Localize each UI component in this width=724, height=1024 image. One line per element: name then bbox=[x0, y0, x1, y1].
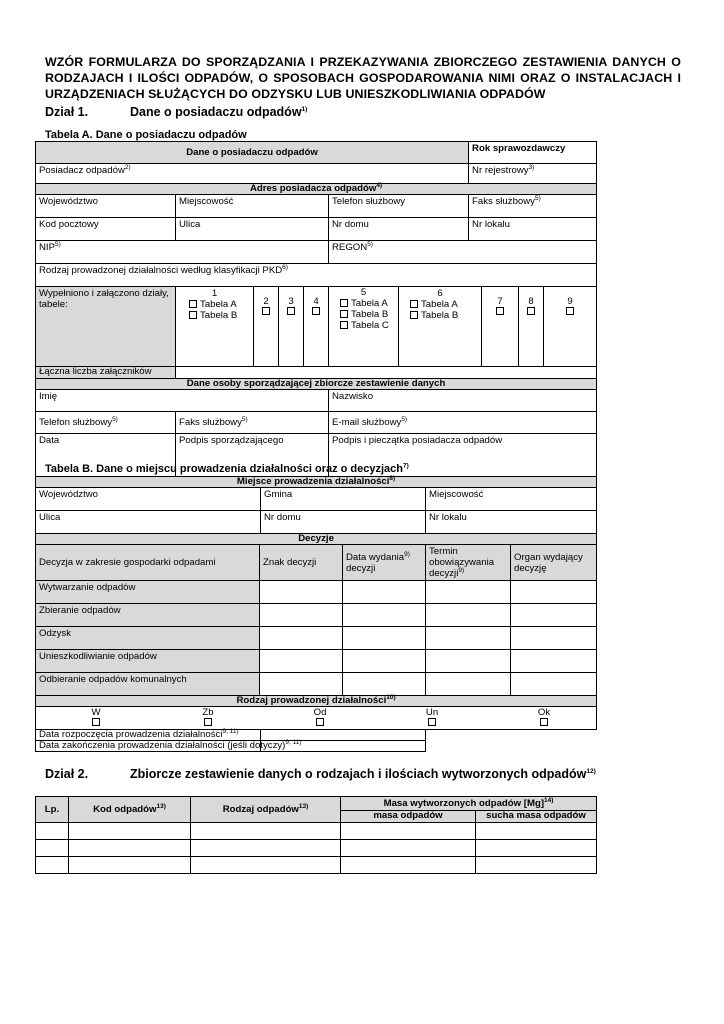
table-row bbox=[36, 823, 597, 840]
col-decyzja bbox=[36, 545, 260, 581]
rok-label: Rok sprawozdawczy bbox=[472, 143, 566, 154]
b-ulica-field[interactable] bbox=[36, 511, 261, 534]
organ-cell[interactable] bbox=[511, 581, 597, 604]
b-nr-lokalu-field[interactable] bbox=[426, 511, 597, 534]
faks-sup: 5) bbox=[534, 194, 541, 202]
dzial-2-option bbox=[254, 287, 279, 367]
option-ok-label: Ok bbox=[537, 707, 551, 718]
col-lp: Lp. bbox=[36, 797, 69, 823]
checkbox-ok[interactable] bbox=[540, 718, 548, 726]
nr-domu-field[interactable] bbox=[329, 218, 469, 241]
organ-cell[interactable] bbox=[511, 673, 597, 696]
blank bbox=[426, 741, 597, 752]
checkbox-zb[interactable] bbox=[204, 718, 212, 726]
checkbox-5-tabela-c[interactable] bbox=[340, 321, 348, 329]
nr-domu-label: Nr domu bbox=[332, 219, 369, 230]
dzial2-num: Dział 2. bbox=[45, 767, 89, 781]
telefon-label: Telefon służbowy bbox=[332, 196, 406, 207]
nazwisko-label: Nazwisko bbox=[332, 391, 374, 402]
miejsce-header bbox=[36, 474, 597, 488]
telefon2-sup: 5) bbox=[112, 415, 118, 423]
rodzaj-header-label: Rodzaj prowadzonej działalności bbox=[236, 695, 387, 706]
dzial-7-option bbox=[482, 287, 519, 367]
dzial2-title: Zbiorcze zestawienie danych o rodzajach i ilościach wytworzonych odpadów bbox=[130, 767, 587, 781]
dzial-6-tabela-b-label: Tabela B bbox=[421, 310, 459, 321]
dzial-5-tabela-a-label: Tabela A bbox=[351, 298, 388, 309]
checkbox-od[interactable] bbox=[316, 718, 324, 726]
b-wojewodztwo-label: Województwo bbox=[39, 489, 99, 500]
nr-lokalu-label: Nr lokalu bbox=[472, 219, 510, 230]
osoba-header: Dane osoby sporządzającej zbiorcze zestawienie danych bbox=[36, 379, 597, 390]
znak-cell[interactable] bbox=[260, 650, 343, 673]
miejsce-sup: 8) bbox=[389, 474, 396, 482]
table-row bbox=[36, 673, 597, 696]
dzial-8-option bbox=[519, 287, 544, 367]
posiadacz-sup: 2) bbox=[124, 163, 131, 171]
termin-cell[interactable] bbox=[426, 627, 511, 650]
col-organ-label: Organ wydający decyzję bbox=[514, 551, 583, 574]
data-zak-label: Data zakończenia prowadzenia działalności (jeśli dotyczy) bbox=[39, 740, 286, 751]
dzial1-title: Dane o posiadaczu odpadów bbox=[130, 105, 302, 119]
dzial-5-tabela-c-label: Tabela C bbox=[351, 320, 389, 331]
option-un bbox=[422, 707, 442, 729]
masa-cell[interactable] bbox=[341, 840, 476, 857]
wypelniono-label-cell bbox=[36, 287, 176, 367]
rodzaj-header bbox=[36, 693, 597, 707]
col-rodzaj-label: Rodzaj odpadów bbox=[222, 804, 299, 815]
pkd-label: Rodzaj prowadzonej działalności według klasyfikacji PKD bbox=[39, 265, 283, 276]
checkbox-5-tabela-a[interactable] bbox=[340, 299, 348, 307]
table-row bbox=[36, 857, 597, 874]
col-rodzaj bbox=[191, 797, 341, 823]
col-masa-odpadow: masa odpadów bbox=[341, 811, 476, 823]
table-row bbox=[36, 604, 597, 627]
ulica-field[interactable] bbox=[176, 218, 329, 241]
option-un-label: Un bbox=[425, 707, 439, 718]
imie-field[interactable] bbox=[36, 390, 329, 412]
tabA-heading: Tabela A. Dane o posiadaczu odpadów bbox=[45, 129, 247, 141]
dzial-1-tabela-a-label: Tabela A bbox=[200, 299, 237, 310]
col-data2-label: decyzji bbox=[346, 562, 376, 574]
rodzaj-cell[interactable] bbox=[191, 857, 341, 874]
col-kod-sup: 13) bbox=[156, 802, 166, 810]
dzial-1-tabela-b-label: Tabela B bbox=[200, 310, 238, 321]
option-w-label: W bbox=[91, 707, 101, 718]
col-organ bbox=[511, 545, 597, 581]
wojewodztwo-field[interactable] bbox=[36, 195, 176, 218]
nr-lokalu-field[interactable] bbox=[469, 218, 597, 241]
kod-cell[interactable] bbox=[69, 857, 191, 874]
col-znak bbox=[260, 545, 343, 581]
table-b bbox=[35, 476, 597, 752]
faks2-field[interactable] bbox=[176, 412, 329, 434]
checkbox-dzial-7[interactable] bbox=[496, 307, 504, 315]
lp-cell[interactable] bbox=[36, 857, 69, 874]
telefon2-field[interactable] bbox=[36, 412, 176, 434]
nip-field[interactable] bbox=[36, 241, 329, 264]
adres-sup: 4) bbox=[376, 181, 383, 189]
dzial-1-option bbox=[176, 287, 254, 367]
dzial2-sup: 12) bbox=[586, 767, 596, 775]
col-kod bbox=[69, 797, 191, 823]
kod-pocztowy-field[interactable] bbox=[36, 218, 176, 241]
masa-cell[interactable] bbox=[341, 857, 476, 874]
checkbox-un[interactable] bbox=[428, 718, 436, 726]
dzial-6-label: 6 bbox=[437, 288, 443, 299]
termin-cell[interactable] bbox=[426, 604, 511, 627]
table-row bbox=[36, 650, 597, 673]
col-data-label: Data wydania bbox=[346, 551, 405, 563]
table-a bbox=[35, 141, 597, 481]
checkbox-5-tabela-b[interactable] bbox=[340, 310, 348, 318]
rodzaje-options bbox=[36, 707, 597, 730]
email-label: E-mail służbowy bbox=[332, 417, 402, 428]
regon-sup: 5) bbox=[367, 240, 373, 248]
dzial-6-tabela-a-label: Tabela A bbox=[421, 299, 458, 310]
checkbox-dzial-3[interactable] bbox=[287, 307, 295, 315]
lp-cell[interactable] bbox=[36, 840, 69, 857]
miejscowosc-label: Miejscowość bbox=[179, 196, 234, 207]
termin-cell[interactable] bbox=[426, 650, 511, 673]
dzial-6-option bbox=[399, 287, 482, 367]
miejscowosc-field[interactable] bbox=[176, 195, 329, 218]
row-label: Odbieranie odpadów komunalnych bbox=[36, 673, 260, 696]
b-gmina-field[interactable] bbox=[261, 488, 426, 511]
faks2-label: Faks służbowy bbox=[179, 417, 242, 428]
dzial1-heading bbox=[45, 105, 308, 119]
posiadacz-field[interactable] bbox=[36, 164, 469, 184]
data-rozp-sup: 9, 11) bbox=[222, 727, 239, 735]
table-row bbox=[36, 581, 597, 604]
checkbox-6-tabela-a[interactable] bbox=[410, 300, 418, 308]
b-miejscowosc-label: Miejscowość bbox=[429, 489, 484, 500]
laczna-label: Łączna liczba załączników bbox=[39, 366, 152, 377]
form-title: WZÓR FORMULARZA DO SPORZĄDZANIA I PRZEKAZYWANIA ZBIORCZEGO ZESTAWIENIA DANYCH O RODZAJACH I ILOŚCI ODPADÓW, O SPOSOBACH GOSPODAROWANIA NIMI ORAZ O INSTALACJACH I URZĄDZENIACH SŁUŻĄCYCH DO ODZYSKU LUB UNIESZKODLIWIANIA ODPADÓW bbox=[45, 55, 681, 101]
checkbox-6-tabela-b[interactable] bbox=[410, 311, 418, 319]
option-od-label: Od bbox=[313, 707, 327, 718]
lp-cell[interactable] bbox=[36, 823, 69, 840]
b-wojewodztwo-field[interactable] bbox=[36, 488, 261, 511]
tabB-heading-label: Tabela B. Dane o miejscu prowadzenia działalności oraz o decyzjach bbox=[45, 463, 404, 475]
pkd-field[interactable] bbox=[36, 264, 597, 287]
email-field[interactable] bbox=[329, 412, 597, 434]
data-label: Data bbox=[39, 435, 60, 446]
dzial-9-label: 9 bbox=[567, 296, 573, 307]
col-kod-label: Kod odpadów bbox=[93, 804, 157, 815]
table-row bbox=[36, 840, 597, 857]
termin-cell[interactable] bbox=[426, 581, 511, 604]
option-od bbox=[310, 707, 330, 729]
imie-label: Imię bbox=[39, 391, 58, 402]
wojewodztwo-label: Województwo bbox=[39, 196, 99, 207]
nr-rej-sup: 3) bbox=[528, 163, 535, 171]
data-cell[interactable] bbox=[343, 581, 426, 604]
checkbox-dzial-9[interactable] bbox=[566, 307, 574, 315]
ulica-label: Ulica bbox=[179, 219, 201, 230]
data-zak-sup: 9, 11) bbox=[285, 738, 302, 746]
dane-posiadacza-header: Dane o posiadaczu odpadów bbox=[36, 142, 469, 164]
checkbox-1-tabela-a[interactable] bbox=[189, 300, 197, 308]
email-sup: 5) bbox=[401, 415, 408, 423]
dzial-9-option bbox=[544, 287, 597, 367]
faks-field[interactable] bbox=[469, 195, 597, 218]
rodzaj-cell[interactable] bbox=[191, 840, 341, 857]
row-label: Zbieranie odpadów bbox=[36, 604, 260, 627]
organ-cell[interactable] bbox=[511, 604, 597, 627]
option-zb-label: Zb bbox=[202, 707, 214, 718]
row-label: Unieszkodliwianie odpadów bbox=[36, 650, 260, 673]
dzial-4-label: 4 bbox=[313, 296, 319, 307]
sucha-masa-cell[interactable] bbox=[476, 857, 597, 874]
col-rodzaj-sup: 13) bbox=[298, 802, 309, 810]
dzial2-heading bbox=[45, 767, 596, 781]
dzial-7-label: 7 bbox=[497, 296, 503, 307]
dzial-5-label: 5 bbox=[360, 287, 367, 298]
option-ok bbox=[534, 707, 554, 729]
laczna-label-cell bbox=[36, 367, 176, 379]
checkbox-1-tabela-b[interactable] bbox=[189, 311, 197, 319]
tabB-heading-sup: 7) bbox=[403, 462, 409, 470]
pkd-sup: 6) bbox=[282, 263, 288, 271]
data-cell[interactable] bbox=[343, 673, 426, 696]
data-cell[interactable] bbox=[343, 650, 426, 673]
option-w bbox=[86, 707, 106, 729]
rok-sprawozdawczy-field[interactable] bbox=[469, 142, 597, 164]
termin-cell[interactable] bbox=[426, 673, 511, 696]
dzial-4-option bbox=[304, 287, 329, 367]
znak-cell[interactable] bbox=[260, 673, 343, 696]
organ-cell[interactable] bbox=[511, 627, 597, 650]
podpis-label: Podpis sporządzającego bbox=[179, 435, 284, 446]
dzial-3-option bbox=[279, 287, 304, 367]
blank bbox=[426, 730, 597, 741]
dzial-5-tabela-b-label: Tabela B bbox=[351, 309, 389, 320]
wypelniono-label: Wypełniono i załączono działy, tabele: bbox=[39, 288, 169, 310]
sucha-masa-cell[interactable] bbox=[476, 840, 597, 857]
kod-cell[interactable] bbox=[69, 823, 191, 840]
col-masa-sup: 14) bbox=[544, 796, 554, 804]
col-masa-label: Masa wytworzonych odpadów [Mg] bbox=[383, 798, 545, 809]
checkbox-dzial-8[interactable] bbox=[527, 307, 535, 315]
checkbox-w[interactable] bbox=[92, 718, 100, 726]
decyzje-header: Decyzje bbox=[36, 534, 597, 545]
col-data-sup: 9) bbox=[404, 550, 410, 558]
col-sucha-masa: sucha masa odpadów bbox=[476, 811, 597, 823]
row-label: Wytwarzanie odpadów bbox=[36, 581, 260, 604]
data-zakonczenia-label-cell bbox=[36, 738, 302, 752]
kod-cell[interactable] bbox=[69, 840, 191, 857]
rodzaj-sup: 10) bbox=[386, 693, 396, 701]
option-zb bbox=[198, 707, 218, 729]
col-decyzja-label: Decyzja w zakresie gospodarki odpadami bbox=[39, 557, 216, 568]
telefon-field[interactable] bbox=[329, 195, 469, 218]
col-masa bbox=[341, 797, 597, 811]
rodzaj-cell[interactable] bbox=[191, 823, 341, 840]
dzial-1-label: 1 bbox=[211, 288, 218, 299]
dzial-2-label: 2 bbox=[263, 296, 269, 307]
organ-cell[interactable] bbox=[511, 650, 597, 673]
checkbox-dzial-2[interactable] bbox=[262, 307, 270, 315]
regon-field[interactable] bbox=[329, 241, 597, 264]
nip-label: NIP bbox=[39, 242, 55, 253]
col-data bbox=[343, 545, 426, 581]
znak-cell[interactable] bbox=[260, 627, 343, 650]
b-nr-domu-label: Nr domu bbox=[264, 512, 301, 523]
regon-label: REGON bbox=[332, 242, 368, 253]
checkbox-dzial-4[interactable] bbox=[312, 307, 320, 315]
dzial1-sup: 1) bbox=[301, 105, 308, 113]
znak-cell[interactable] bbox=[260, 604, 343, 627]
b-ulica-label: Ulica bbox=[39, 512, 61, 523]
podpis-piecz-label: Podpis i pieczątka posiadacza odpadów bbox=[332, 435, 503, 446]
table-dzial2 bbox=[35, 796, 597, 874]
telefon2-label: Telefon służbowy bbox=[39, 417, 113, 428]
col-termin bbox=[426, 545, 511, 581]
sucha-masa-cell[interactable] bbox=[476, 823, 597, 840]
b-miejscowosc-field[interactable] bbox=[426, 488, 597, 511]
data-cell[interactable] bbox=[343, 627, 426, 650]
data-rozp-label: Data rozpoczęcia prowadzenia działalności bbox=[39, 729, 223, 740]
tabB-heading bbox=[45, 463, 409, 475]
b-gmina-label: Gmina bbox=[264, 489, 293, 500]
posiadacz-label: Posiadacz odpadów bbox=[39, 165, 125, 176]
faks-label: Faks służbowy bbox=[472, 196, 535, 207]
b-nr-domu-field[interactable] bbox=[261, 511, 426, 534]
dzial-8-label: 8 bbox=[528, 296, 534, 307]
row-label: Odzysk bbox=[36, 627, 260, 650]
dzial-5-option bbox=[329, 287, 399, 367]
nazwisko-field[interactable] bbox=[329, 390, 597, 412]
col-znak-label: Znak decyzji bbox=[263, 557, 317, 568]
dzial-3-label: 3 bbox=[288, 296, 294, 307]
kod-label: Kod pocztowy bbox=[39, 219, 99, 230]
nr-rej-label: Nr rejestrowy bbox=[472, 165, 529, 176]
nip-sup: 5) bbox=[55, 240, 61, 248]
adres-header bbox=[36, 181, 597, 195]
faks2-sup: 5) bbox=[241, 415, 248, 423]
table-row bbox=[36, 627, 597, 650]
znak-cell[interactable] bbox=[260, 581, 343, 604]
miejsce-header-label: Miejsce prowadzenia działalności bbox=[236, 476, 390, 487]
nr-rejestrowy-field[interactable] bbox=[469, 164, 597, 184]
col-termin-sup: 9) bbox=[458, 566, 465, 574]
b-nr-lokalu-label: Nr lokalu bbox=[429, 512, 467, 523]
laczna-liczba-field[interactable] bbox=[176, 367, 597, 379]
col-termin-label: Termin obowiązywania decyzji bbox=[429, 546, 495, 579]
dzial1-num: Dział 1. bbox=[45, 105, 89, 119]
adres-header-label: Adres posiadacza odpadów bbox=[249, 183, 377, 194]
data-rozpoczecia-label-cell bbox=[36, 727, 261, 741]
masa-cell[interactable] bbox=[341, 823, 476, 840]
data-cell[interactable] bbox=[343, 604, 426, 627]
